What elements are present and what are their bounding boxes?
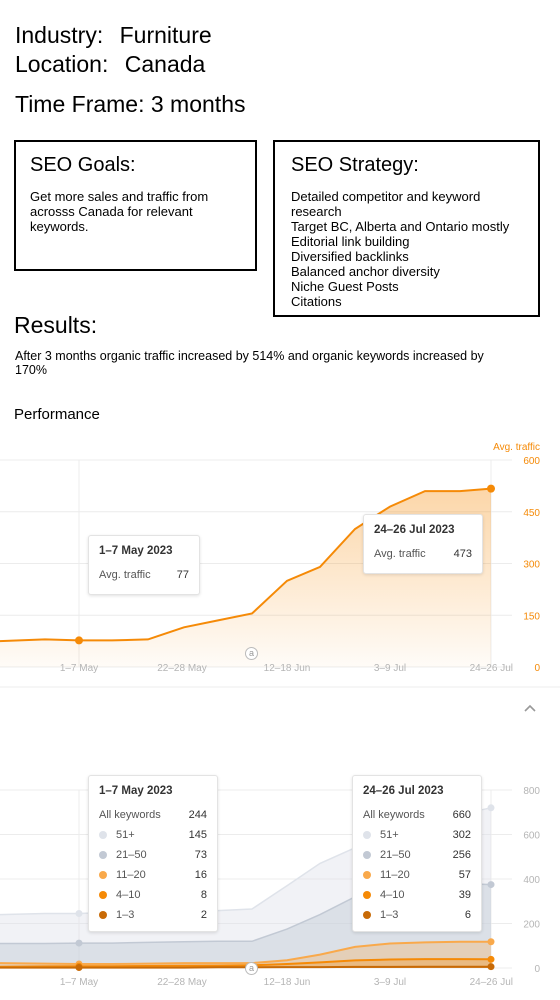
traffic-y-tick: 300 [523,559,540,571]
traffic-y-tick: 150 [523,611,540,623]
tooltip-label: 11–20 [116,869,146,881]
tooltip-label: 21–50 [380,849,411,861]
strategy-item: Target BC, Alberta and Ontario mostly [291,219,510,234]
traffic-y-tick: 450 [523,507,540,519]
tooltip-row [363,805,471,825]
tooltip-value: 57 [458,869,471,881]
keywords-y-tick: 800 [523,786,540,797]
keywords-point [488,938,495,945]
legend-dot [99,831,107,839]
legend-dot [99,871,107,879]
keywords-y-tick: 400 [523,875,540,886]
tooltip-row [99,805,207,825]
tooltip-row [374,544,472,564]
keywords-x-tick: 1–7 May [59,977,99,988]
tooltip-row [99,825,207,845]
tooltip-label: 1–3 [116,909,135,921]
traffic-axis-label: Avg. traffic [493,442,540,453]
traffic-point [487,485,495,493]
timeframe-line: Time Frame: 3 months [15,91,246,117]
tooltip-value: 473 [453,548,472,560]
results-title: Results: [14,312,98,338]
traffic-x-tick: 3–9 Jul [373,663,407,674]
traffic-tooltip-jul [363,514,483,574]
traffic-tooltip-may [88,535,200,595]
tooltip-label: 4–10 [116,889,141,901]
traffic-y-tick: 600 [523,456,540,467]
tooltip-row [99,885,207,905]
legend-dot [99,851,107,859]
keywords-y-tick: 600 [523,830,540,842]
tooltip-value: 77 [176,569,189,581]
traffic-x-tick: 1–7 May [59,663,99,674]
keywords-point [76,910,83,917]
seo-goals-box [14,140,257,271]
keywords-x-tick: 24–26 Jul [469,977,513,988]
tooltip-title: 1–7 May 2023 [99,545,173,557]
industry-value: Furniture [119,22,212,48]
seo-goals-text: Get more sales and traffic from acrosss Canada for relevant keywords. [30,189,209,234]
seo-goals-title: SEO Goals: [30,154,136,176]
tooltip-label: Avg. traffic [374,548,426,560]
keywords-point [76,940,83,947]
seo-strategy-list [291,189,522,309]
tooltip-value: 73 [194,849,207,861]
tooltip-value: 6 [464,909,471,921]
tooltip-label: 51+ [116,829,135,841]
tooltip-row [99,565,189,585]
keywords-x-tick: 3–9 Jul [373,977,407,988]
keywords-y-tick: 0 [534,964,540,975]
tooltip-label: Avg. traffic [99,569,151,581]
location-value: Canada [124,51,206,77]
legend-dot [363,831,371,839]
tooltip-value: 8 [200,889,207,901]
legend-dot [363,871,371,879]
tooltip-label: All keywords [99,809,161,821]
legend-dot [99,911,107,919]
tooltip-label: 4–10 [380,889,405,901]
tooltip-label: All keywords [363,809,425,821]
tooltip-label: 21–50 [116,849,147,861]
strategy-item: Citations [291,294,342,309]
tooltip-row [363,825,471,845]
traffic-point [75,636,83,644]
tooltip-value: 302 [452,829,471,841]
tooltip-title: 1–7 May 2023 [99,785,173,797]
industry-line [15,22,212,49]
location-label: Location: [15,51,109,77]
performance-title: Performance [14,406,100,423]
tooltip-title: 24–26 Jul 2023 [363,785,444,797]
location-line [15,51,205,78]
legend-dot [363,891,371,899]
annotation-marker[interactable]: a [245,962,258,975]
keywords-point [488,956,495,963]
tooltip-value: 16 [194,869,207,881]
tooltip-row [99,845,207,865]
traffic-y-tick: 0 [534,663,540,674]
industry-label: Industry: [15,22,104,48]
seo-strategy-box [273,140,540,317]
strategy-item: Diversified backlinks [291,249,409,264]
legend-dot [99,891,107,899]
strategy-item: Balanced anchor diversity [291,264,440,279]
traffic-x-tick: 12–18 Jun [263,663,311,674]
tooltip-label: 11–20 [380,869,410,881]
keywords-x-tick: 22–28 May [157,977,207,988]
keywords-point [488,804,495,811]
keywords-tooltip-jul [352,775,482,932]
tooltip-row [363,885,471,905]
tooltip-value: 145 [188,829,207,841]
tooltip-value: 256 [452,849,471,861]
tooltip-row [99,865,207,885]
tooltip-row [99,905,207,925]
annotation-marker[interactable]: a [245,647,258,660]
strategy-item: Editorial link building [291,234,410,249]
tooltip-value: 660 [452,809,471,821]
keywords-x-tick: 12–18 Jun [263,977,311,988]
tooltip-value: 39 [458,889,471,901]
strategy-item: Niche Guest Posts [291,279,399,294]
tooltip-row [363,845,471,865]
tooltip-row [363,905,471,925]
seo-strategy-title: SEO Strategy: [291,154,419,176]
tooltip-value: 2 [200,909,207,921]
keywords-point [488,963,495,970]
keywords-y-tick: 200 [523,919,540,931]
tooltip-label: 1–3 [380,909,399,921]
legend-dot [363,851,371,859]
traffic-x-tick: 22–28 May [157,663,207,674]
keywords-tooltip-may [88,775,218,932]
tooltip-title: 24–26 Jul 2023 [374,524,455,536]
traffic-x-tick: 24–26 Jul [469,663,513,674]
legend-dot [363,911,371,919]
strategy-item: Detailed competitor and keyword research [291,189,481,219]
tooltip-value: 244 [188,809,207,821]
tooltip-label: 51+ [380,829,399,841]
keywords-point [488,881,495,888]
tooltip-row [363,865,471,885]
keywords-point [76,964,83,971]
results-text: After 3 months organic traffic increased by 514% and organic keywords increased by 170% [15,349,484,377]
